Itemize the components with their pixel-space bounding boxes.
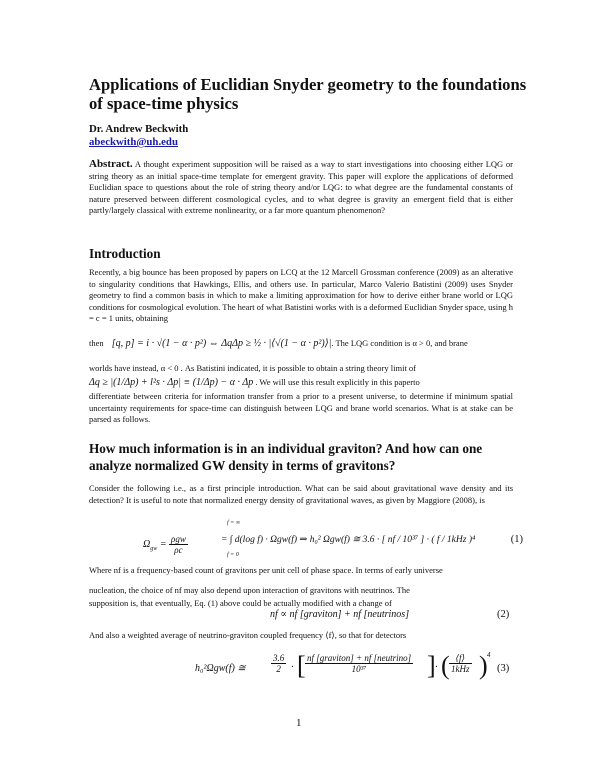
- intro-then: then: [89, 338, 104, 348]
- eq2-number: (2): [497, 609, 510, 620]
- eq1-body: = ∫ d(log f) · Ωgw(f) ⇒ h₀² Ωgw(f) ≅ 3.6 · [ nf / 10³⁷ ] · ( f / 1kHz )⁴: [221, 535, 476, 545]
- eq1-frac-num: ρgw: [171, 534, 186, 544]
- eq1-lhs-sub: gw: [150, 545, 158, 552]
- equation-3: h₀²Ωgw(f) ≅ $\frac{3.6}{2}$ · [ nf [graviton] + nf [neutrino] 10³⁷ ] · ( ⟨f⟩ 1kHz ) 4: [195, 651, 491, 680]
- abstract-text: A thought experiment supposition will be raised as a way to start investigations into choosing either LQG or string theory as an initial space-time template for emergent gravity. This paper will explore the applications of deformed Euclidian space to questions about the role of string theory and/or LQG: to what degree are the fundamental constants of nature preserved between different cosmological cycles, and to what degree is gravity an emergent field that is either partly/largely classical with extreme nonlinearity, or a far more quantum phenomenon?: [89, 159, 513, 216]
- eq3-frac1-den: 2: [276, 664, 281, 674]
- abstract-label: Abstract.: [89, 158, 133, 170]
- abstract: [89, 159, 513, 217]
- section2-paragraph-2c: supposition is, that eventually, Eq. (1) above could be actually modified with a change of: [89, 598, 392, 608]
- intro-paragraph-2a: worlds have instead, α < 0 . As Batistini indicated, it is possible to obtain a string theory limit of: [89, 363, 417, 373]
- section2-paragraph-1: Consider the following i.e., as a first principle introduction. What can be said about gravitational wave density and its detection? It is useful to note that normalized energy density of gravitational waves, as given by Maggiore (2008), is: [89, 483, 513, 505]
- equation-1: f = ∞ f = 0 $\Omega_{gw}$ = $\frac{\text{ρgw}}{\rho c}$ = ∫ d(log f) · Ωgw(f) ⇒ h₀² Ωgw(f) ≅ 3.6 · [ nf / 10³⁷ ] · ( f / 1kHz )⁴ (1): [143, 520, 523, 558]
- eq3-frac2-den: 10³⁷: [351, 664, 367, 674]
- intro-after-eq1: . The LQG condition is α > 0, and brane: [331, 338, 468, 348]
- author-email-link[interactable]: abeckwith@uh.edu: [89, 136, 178, 148]
- eq1-fraction: [169, 534, 188, 555]
- section2-heading: How much information is in an individual graviton? And how can one analyze normalized GW density in terms of gravitons?: [89, 441, 483, 473]
- eq3-frac3-num: ⟨f⟩: [449, 653, 472, 664]
- eq1-limit-bottom: f = 0: [227, 552, 239, 558]
- eq3-frac1-num: 3.6: [273, 653, 285, 663]
- eq3-fraction-2: [305, 653, 413, 674]
- section2-paragraph-2b: nucleation, the choice of nf may also depend upon interaction of gravitons with neutrinos. The: [89, 585, 410, 595]
- section2-paragraph-3: And also a weighted average of neutrino-graviton coupled frequency ⟨f⟩, so that for detectors: [89, 630, 407, 640]
- eq1-lhs: Ω: [143, 538, 151, 550]
- eq3-power: 4: [487, 651, 491, 659]
- intro-paragraph-2b: . We will use this result explicitly in this paperto: [253, 377, 420, 387]
- intro-paragraph-3: differentiate between criteria for information transfer from a prior to a present universe, to determine if minimum spatial uncertainty requirements for space-time can distinguish between LQG and brane world scenarios. What is at stake can be parsed as follows.: [89, 391, 513, 425]
- intro-eq2: Δq ≥ |(1/Δp) + l²s · Δp| ≡ (1/Δp) − α · Δp: [89, 377, 254, 388]
- paper-title: Applications of Euclidian Snyder geometry to the foundations of space-time physics: [89, 75, 527, 113]
- eq3-fraction-3: [449, 653, 472, 674]
- section2-paragraph-2a: Where nf is a frequency-based count of gravitons per unit cell of phase space. In terms of early universe: [89, 565, 443, 575]
- eq1-frac-den: ρc: [174, 545, 183, 555]
- eq3-fraction-1: [271, 653, 286, 674]
- eq1-number: (1): [510, 534, 523, 545]
- eq3-frac3-den: 1kHz: [451, 664, 470, 674]
- author-name: Dr. Andrew Beckwith: [89, 123, 189, 135]
- intro-paragraph-1: Recently, a big bounce has been proposed by papers on LCQ at the 12 Marcell Grossman conference (2009) as an alterative to singularity conditions that Hawkings, Ellis, and others use. In particular, Marco Valerio Batistini (2009) uses Snyder geometry to find a common basis in which to make a limiting approximation for how to derive either brane world or LQG conditions for cosmological evolution. The heart of what Batistini works with is a deformed Euclidian Snyder space, using ħ = c = 1 units, obtaining: [89, 267, 513, 324]
- equation-2: nf ∝ nf [graviton] + nf [neutrinos]: [270, 609, 410, 620]
- intro-heading: Introduction: [89, 246, 161, 261]
- intro-eq1: [q, p] = i · √(1 − α · p²) ⇔ ΔqΔp ≥ ½ · |⟨√(1 − α · p²)⟩|: [111, 338, 332, 349]
- intro-equation-line-2: [89, 377, 513, 388]
- eq3-number: (3): [497, 663, 510, 674]
- intro-equation-line: [89, 338, 513, 358]
- eq3-lhs: h₀²Ωgw(f) ≅: [195, 663, 246, 674]
- eq1-limit-top: f = ∞: [227, 520, 240, 526]
- eq3-frac2-num: nf [graviton] + nf [neutrino]: [307, 653, 412, 663]
- page-number: 1: [296, 717, 302, 729]
